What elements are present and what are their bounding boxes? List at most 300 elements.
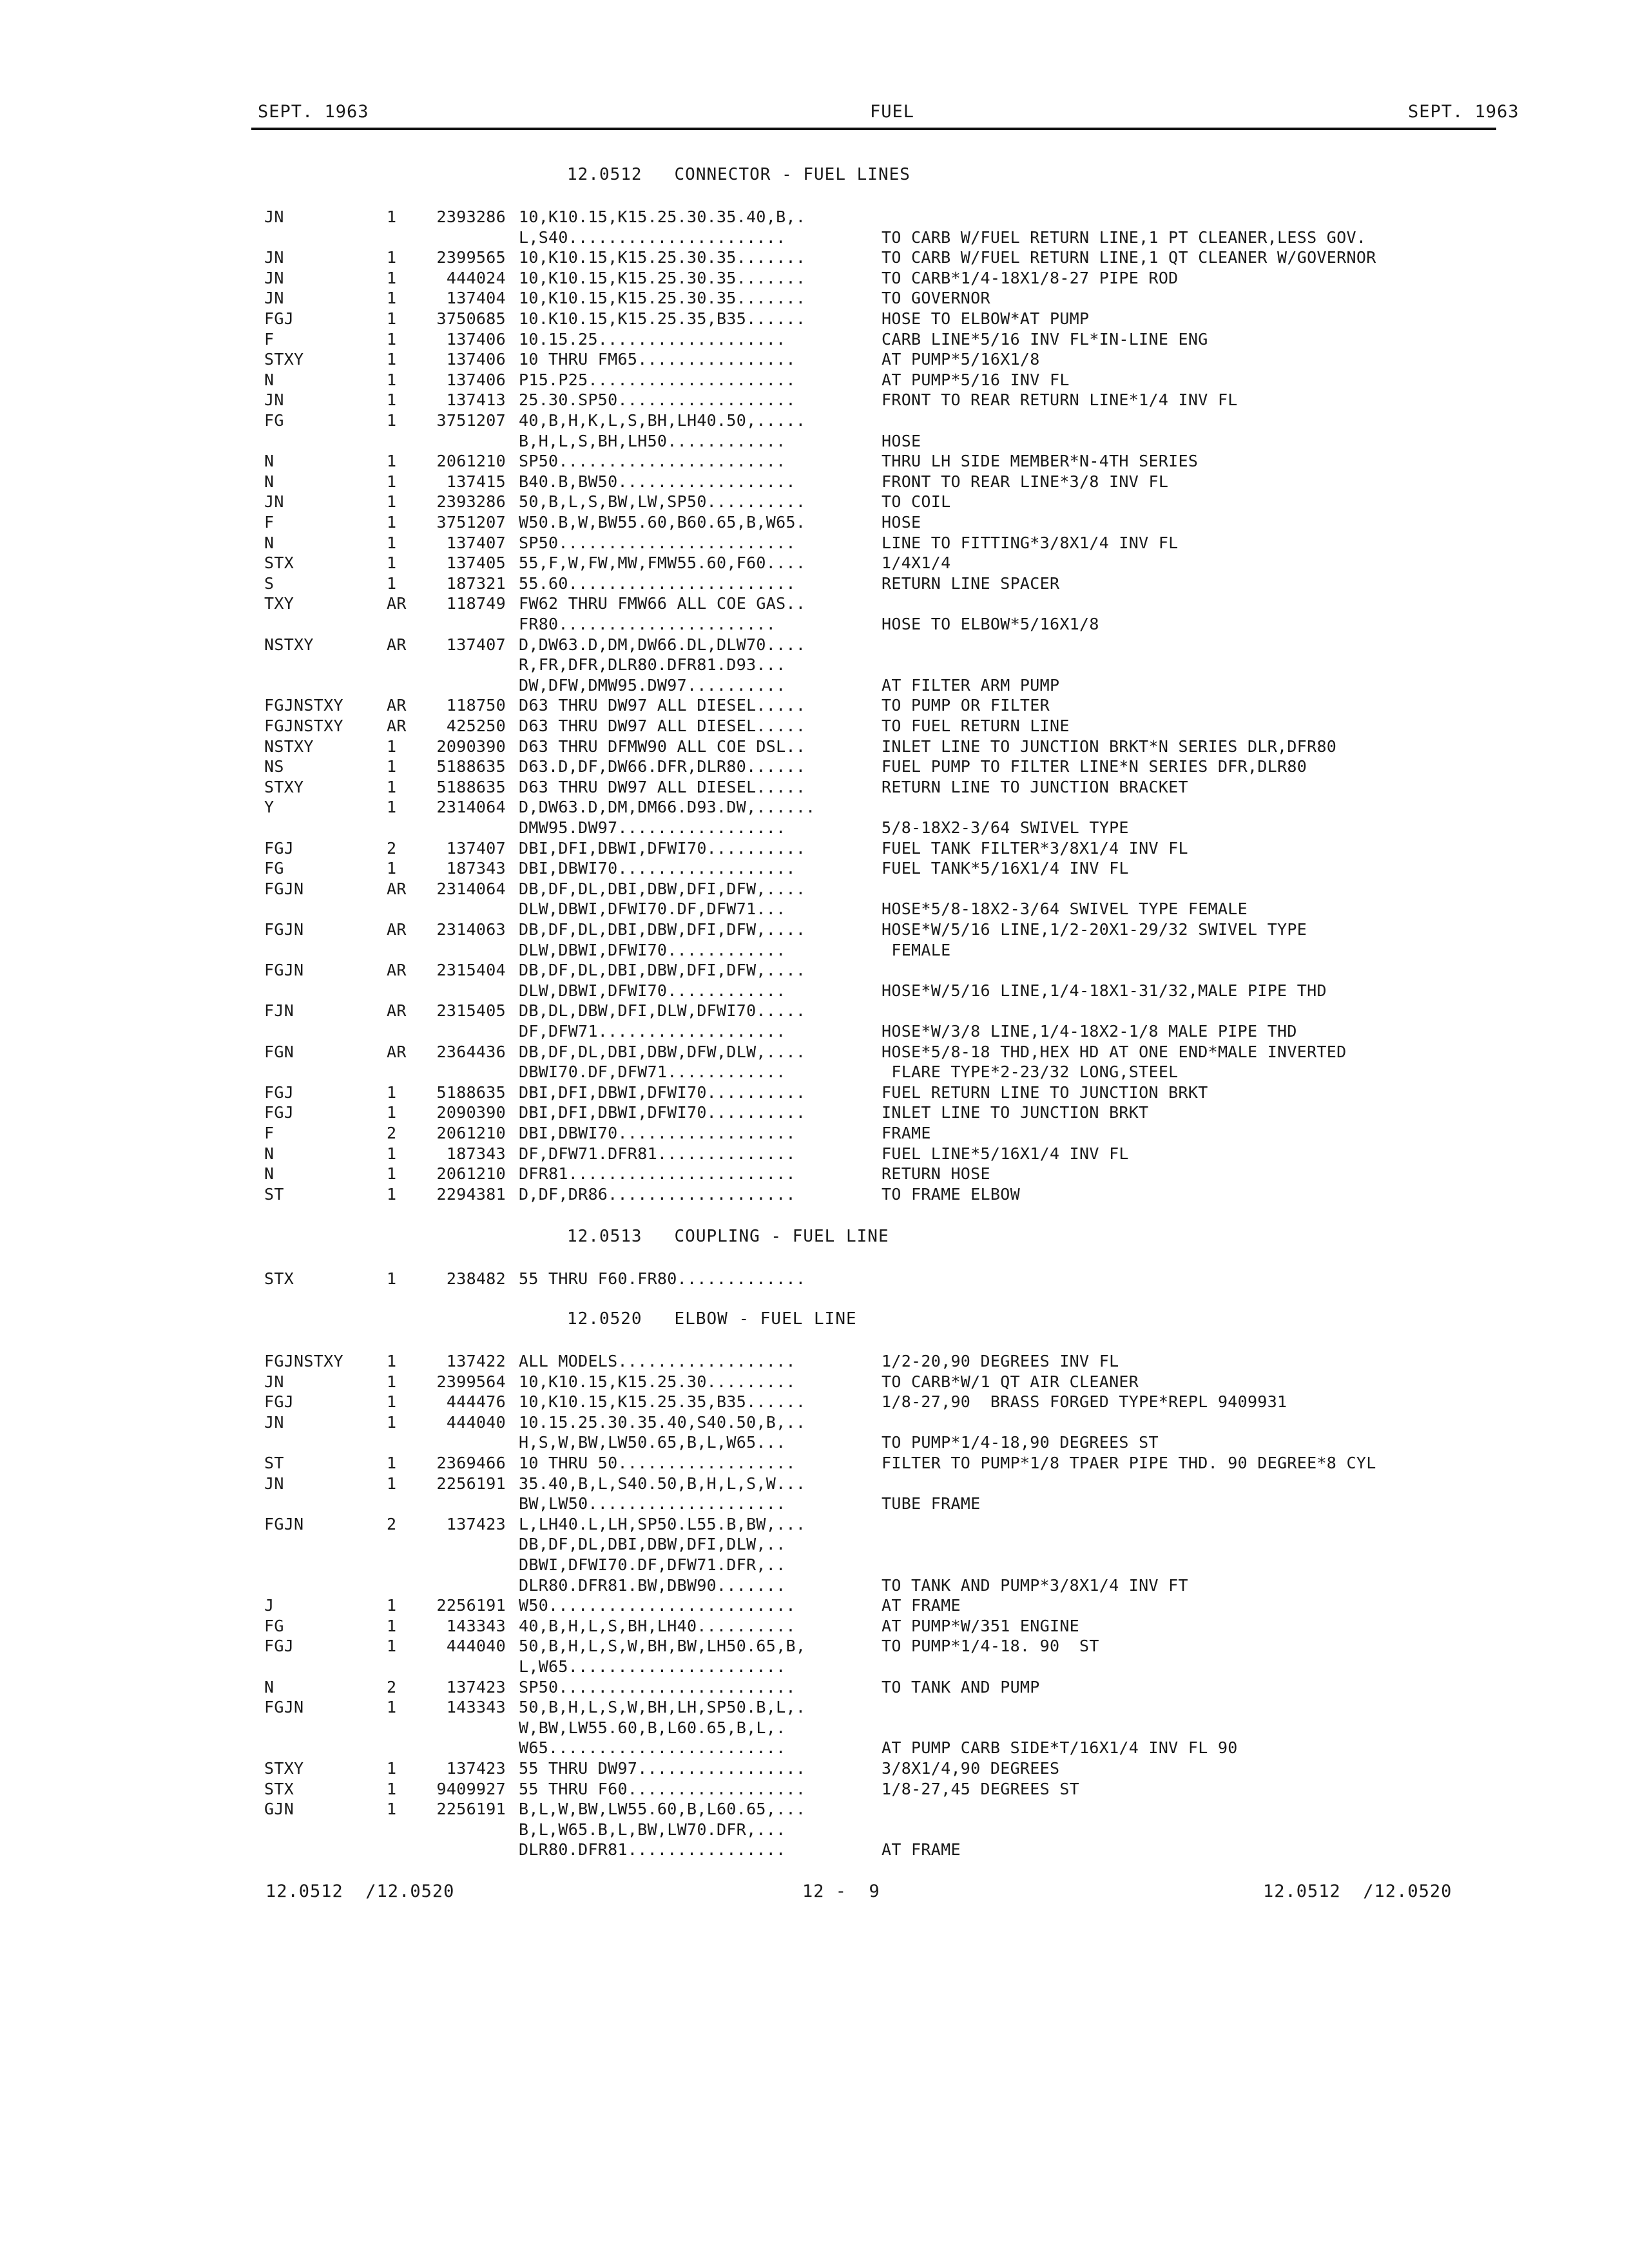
model-applicability: DF,DFW71.DFR81.............. [519, 1144, 796, 1163]
model-applicability: 10.15.25................... [519, 330, 786, 349]
model-applicability: L,LH40.L,LH,SP50.L55.B,BW,... [519, 1515, 806, 1533]
part-number: 187343 [446, 859, 506, 878]
part-description: FUEL TANK FILTER*3/8X1/4 INV FL [882, 839, 1188, 858]
table-row [0, 1454, 1629, 1474]
part-model-code: Y [264, 798, 275, 816]
part-model-code: FG [264, 1617, 284, 1635]
part-number: 2399564 [436, 1372, 506, 1391]
part-description: TO CARB W/FUEL RETURN LINE,1 PT CLEANER,LESS GOV. [882, 228, 1367, 247]
quantity: 1 [387, 289, 397, 307]
quantity: 1 [387, 1083, 397, 1102]
model-applicability: 50,B,H,L,S,W,BH,LH,SP50.B,L,. [519, 1698, 806, 1716]
part-number: 137407 [446, 635, 506, 654]
quantity: 2 [387, 839, 397, 858]
model-applicability: R,FR,DFR,DLR80.DFR81.D93... [519, 655, 786, 674]
model-applicability: DBI,DFI,DBWI,DFWI70.......... [519, 839, 806, 858]
model-applicability: DBI,DFI,DBWI,DFWI70.......... [519, 1103, 806, 1122]
header-date-left: SEPT. 1963 [258, 102, 369, 122]
quantity: AR [387, 716, 407, 735]
part-description: RETURN LINE SPACER [882, 574, 1060, 593]
part-model-code: FJN [264, 1001, 294, 1020]
part-description: INLET LINE TO JUNCTION BRKT*N SERIES DLR,DFR80 [882, 737, 1337, 756]
quantity: 1 [387, 390, 397, 409]
table-row [0, 432, 1629, 452]
table-row [0, 492, 1629, 513]
model-applicability: DB,DF,DL,DBI,DBW,DFI,DFW,.... [519, 920, 806, 939]
quantity: 1 [387, 1800, 397, 1818]
model-applicability: DLR80.DFR81................ [519, 1840, 786, 1859]
quantity: 1 [387, 553, 397, 572]
header-rule [251, 128, 1496, 130]
table-row [0, 1433, 1629, 1454]
model-applicability: 10,K10.15,K15.25.30......... [519, 1372, 796, 1391]
part-description: AT PUMP CARB SIDE*T/16X1/4 INV FL 90 [882, 1738, 1238, 1757]
table-row [0, 737, 1629, 758]
part-model-code: S [264, 574, 275, 593]
table-row [0, 1576, 1629, 1597]
part-number: 143343 [446, 1698, 506, 1716]
part-model-code: F [264, 1124, 275, 1142]
part-number: 2061210 [436, 1164, 506, 1183]
table-row [0, 1617, 1629, 1637]
table-row [0, 635, 1629, 656]
model-applicability: FW62 THRU FMW66 ALL COE GAS.. [519, 594, 806, 613]
part-number: 137406 [446, 330, 506, 349]
part-description: TO PUMP OR FILTER [882, 696, 1050, 715]
quantity: 1 [387, 1185, 397, 1204]
table-row [0, 1494, 1629, 1515]
table-row [0, 513, 1629, 533]
quantity: 1 [387, 1596, 397, 1615]
table-row [0, 350, 1629, 370]
part-description: 1/4X1/4 [882, 553, 951, 572]
part-description: TO FUEL RETURN LINE [882, 716, 1070, 735]
model-applicability: DFR81....................... [519, 1164, 796, 1183]
part-model-code: JN [264, 1372, 284, 1391]
table-row [0, 207, 1629, 228]
part-number: 143343 [446, 1617, 506, 1635]
table-row [0, 757, 1629, 778]
part-description: FUEL RETURN LINE TO JUNCTION BRKT [882, 1083, 1208, 1102]
part-number: 137422 [446, 1352, 506, 1370]
quantity: AR [387, 879, 407, 898]
part-model-code: FGJN [264, 961, 304, 979]
part-number: 2256191 [436, 1800, 506, 1818]
part-number: 137407 [446, 839, 506, 858]
part-number: 2294381 [436, 1185, 506, 1204]
part-description: HOSE*5/8-18 THD,HEX HD AT ONE END*MALE INVERTED [882, 1043, 1347, 1061]
table-row [0, 370, 1629, 391]
quantity: AR [387, 635, 407, 654]
part-description: TO CARB*W/1 QT AIR CLEANER [882, 1372, 1139, 1391]
part-number: 137405 [446, 553, 506, 572]
part-number: 137413 [446, 390, 506, 409]
model-applicability: 10 THRU 50.................. [519, 1454, 796, 1472]
model-applicability: DLW,DBWI,DFWI70............ [519, 981, 786, 1000]
part-description: THRU LH SIDE MEMBER*N-4TH SERIES [882, 452, 1199, 470]
table-row [0, 655, 1629, 676]
model-applicability: DF,DFW71................... [519, 1022, 786, 1041]
table-row [0, 920, 1629, 941]
model-applicability: B,L,W,BW,LW55.60,B,L60.65,... [519, 1800, 806, 1818]
part-number: 3751207 [436, 411, 506, 430]
part-model-code: N [264, 533, 275, 552]
model-applicability: 10,K10.15,K15.25.30.35....... [519, 269, 806, 287]
page-number: 12 - 9 [802, 1881, 880, 1901]
part-number: 187321 [446, 574, 506, 593]
model-applicability: W50.B,W,BW55.60,B60.65,B,W65. [519, 513, 806, 532]
part-number: 444040 [446, 1637, 506, 1655]
part-model-code: FGJ [264, 1083, 294, 1102]
section-title: 12.0513 COUPLING - FUEL LINE [567, 1227, 889, 1246]
table-row [0, 269, 1629, 289]
table-row [0, 1392, 1629, 1413]
part-description: INLET LINE TO JUNCTION BRKT [882, 1103, 1149, 1122]
quantity: 1 [387, 1269, 397, 1288]
part-model-code: N [264, 1144, 275, 1163]
table-row [0, 1718, 1629, 1739]
part-model-code: JN [264, 269, 284, 287]
part-model-code: JN [264, 390, 284, 409]
part-number: 3750685 [436, 309, 506, 328]
model-applicability: L,W65...................... [519, 1657, 786, 1676]
table-row [0, 390, 1629, 411]
table-row [0, 1043, 1629, 1063]
part-number: 118749 [446, 594, 506, 613]
quantity: AR [387, 961, 407, 979]
part-description: TO TANK AND PUMP [882, 1678, 1040, 1696]
quantity: 1 [387, 1413, 397, 1432]
quantity: 1 [387, 411, 397, 430]
part-number: 2369466 [436, 1454, 506, 1472]
part-number: 137415 [446, 472, 506, 491]
part-description: HOSE [882, 513, 921, 532]
part-model-code: STXY [264, 350, 304, 369]
model-applicability: 10 THRU FM65................ [519, 350, 796, 369]
model-applicability: DLW,DBWI,DFWI70............ [519, 941, 786, 959]
table-row [0, 818, 1629, 839]
table-row [0, 1596, 1629, 1617]
model-applicability: D63 THRU DW97 ALL DIESEL..... [519, 778, 806, 796]
part-number: 444024 [446, 269, 506, 287]
model-applicability: B40.B,BW50.................. [519, 472, 796, 491]
model-applicability: 50,B,L,S,BW,LW,SP50.......... [519, 492, 806, 511]
part-model-code: JN [264, 492, 284, 511]
model-applicability: DB,DF,DL,DBI,DBW,DFI,DLW,.. [519, 1535, 786, 1553]
model-applicability: D,DW63.D,DM,DM66.D93.DW,...... [519, 798, 816, 816]
part-number: 5188635 [436, 757, 506, 776]
part-description: TO CARB*1/4-18X1/8-27 PIPE ROD [882, 269, 1179, 287]
model-applicability: D63 THRU DW97 ALL DIESEL..... [519, 696, 806, 715]
part-number: 2393286 [436, 492, 506, 511]
quantity: 1 [387, 1698, 397, 1716]
part-number: 5188635 [436, 1083, 506, 1102]
table-row [0, 411, 1629, 432]
quantity: 1 [387, 350, 397, 369]
table-row [0, 879, 1629, 900]
model-applicability: DMW95.DW97................. [519, 818, 786, 837]
quantity: 1 [387, 1392, 397, 1411]
model-applicability: 55,F,W,FW,MW,FMW55.60,F60.... [519, 553, 806, 572]
model-applicability: 25.30.SP50.................. [519, 390, 796, 409]
model-applicability: ALL MODELS.................. [519, 1352, 796, 1370]
part-model-code: FGN [264, 1043, 294, 1061]
part-model-code: ST [264, 1454, 284, 1472]
table-row [0, 899, 1629, 920]
quantity: 1 [387, 737, 397, 756]
model-applicability: DB,DF,DL,DBI,DBW,DFI,DFW,.... [519, 879, 806, 898]
table-row [0, 574, 1629, 595]
part-description: FUEL PUMP TO FILTER LINE*N SERIES DFR,DLR80 [882, 757, 1307, 776]
model-applicability: B,H,L,S,BH,LH50............ [519, 432, 786, 450]
quantity: 1 [387, 778, 397, 796]
quantity: 1 [387, 533, 397, 552]
part-model-code: JN [264, 1413, 284, 1432]
table-row [0, 1820, 1629, 1841]
model-applicability: 55 THRU DW97................. [519, 1759, 806, 1778]
quantity: 1 [387, 574, 397, 593]
part-model-code: FGJN [264, 920, 304, 939]
table-row [0, 452, 1629, 472]
part-model-code: GJN [264, 1800, 294, 1818]
part-number: 2090390 [436, 737, 506, 756]
model-applicability: DBI,DBWI70.................. [519, 1124, 796, 1142]
part-description: RETURN HOSE [882, 1164, 990, 1183]
part-description: HOSE*W/3/8 LINE,1/4-18X2-1/8 MALE PIPE THD [882, 1022, 1297, 1041]
part-number: 2256191 [436, 1596, 506, 1615]
part-description: FRAME [882, 1124, 931, 1142]
model-applicability: FR80...................... [519, 615, 776, 633]
part-number: 2061210 [436, 1124, 506, 1142]
quantity: 1 [387, 1144, 397, 1163]
table-row [0, 696, 1629, 716]
model-applicability: 10,K10.15,K15.25.30.35....... [519, 248, 806, 267]
table-row [0, 228, 1629, 249]
table-row [0, 615, 1629, 635]
model-applicability: DW,DFW,DMW95.DW97.......... [519, 676, 786, 695]
part-description: TO PUMP*1/4-18,90 DEGREES ST [882, 1433, 1159, 1452]
part-number: 2314064 [436, 798, 506, 816]
table-row [0, 289, 1629, 309]
model-applicability: 55 THRU F60.................. [519, 1780, 806, 1798]
part-number: 137407 [446, 533, 506, 552]
part-number: 187343 [446, 1144, 506, 1163]
model-applicability: 10,K10.15,K15.25.30.35....... [519, 289, 806, 307]
quantity: 1 [387, 492, 397, 511]
table-row [0, 1001, 1629, 1022]
table-row [0, 716, 1629, 737]
model-applicability: 10,K10.15,K15.25.35,B35...... [519, 1392, 806, 1411]
quantity: 1 [387, 248, 397, 267]
model-applicability: 40,B,H,K,L,S,BH,LH40.50,..... [519, 411, 806, 430]
part-model-code: FGJN [264, 1515, 304, 1533]
part-model-code: STX [264, 1780, 294, 1798]
part-number: 2090390 [436, 1103, 506, 1122]
part-model-code: FGJNSTXY [264, 716, 343, 735]
part-description: TUBE FRAME [882, 1494, 981, 1513]
quantity: 1 [387, 798, 397, 816]
quantity: 1 [387, 330, 397, 349]
part-number: 238482 [446, 1269, 506, 1288]
part-model-code: STX [264, 553, 294, 572]
table-row [0, 778, 1629, 798]
part-number: 137406 [446, 370, 506, 389]
quantity: 1 [387, 1164, 397, 1183]
table-row [0, 1352, 1629, 1372]
table-row [0, 981, 1629, 1002]
part-number: 137423 [446, 1515, 506, 1533]
part-description: HOSE TO ELBOW*5/16X1/8 [882, 615, 1099, 633]
table-row [0, 1535, 1629, 1555]
part-number: 2315405 [436, 1001, 506, 1020]
model-applicability: W65........................ [519, 1738, 786, 1757]
part-model-code: JN [264, 248, 284, 267]
model-applicability: 10.15.25.30.35.40,S40.50,B,.. [519, 1413, 806, 1432]
part-model-code: JN [264, 207, 284, 226]
section-title: 12.0512 CONNECTOR - FUEL LINES [567, 165, 911, 184]
model-applicability: L,S40...................... [519, 228, 786, 247]
quantity: 1 [387, 370, 397, 389]
table-row [0, 330, 1629, 351]
quantity: 2 [387, 1678, 397, 1696]
part-description: FILTER TO PUMP*1/8 TPAER PIPE THD. 90 DEGREE*8 CYL [882, 1454, 1376, 1472]
part-number: 2061210 [436, 452, 506, 470]
model-applicability: DB,DL,DBW,DFI,DLW,DFWI70..... [519, 1001, 806, 1020]
part-description: 1/8-27,45 DEGREES ST [882, 1780, 1080, 1798]
model-applicability: DB,DF,DL,DBI,DBW,DFW,DLW,.... [519, 1043, 806, 1061]
table-row [0, 839, 1629, 860]
model-applicability: SP50....................... [519, 452, 786, 470]
model-applicability: 55.60....................... [519, 574, 796, 593]
table-row [0, 1372, 1629, 1393]
part-number: 2393286 [436, 207, 506, 226]
part-description: AT FRAME [882, 1840, 961, 1859]
model-applicability: W,BW,LW55.60,B,L60.65,B,L,. [519, 1718, 786, 1737]
part-model-code: FGJ [264, 1637, 294, 1655]
part-description: FEMALE [882, 941, 951, 959]
model-applicability: BW,LW50.................... [519, 1494, 786, 1513]
table-row [0, 1637, 1629, 1657]
quantity: AR [387, 920, 407, 939]
quantity: 1 [387, 1103, 397, 1122]
model-applicability: SP50........................ [519, 1678, 796, 1696]
model-applicability: SP50........................ [519, 533, 796, 552]
quantity: 1 [387, 309, 397, 328]
quantity: 1 [387, 1372, 397, 1391]
footer-range-right: 12.0512 /12.0520 [1263, 1881, 1452, 1901]
section-title: 12.0520 ELBOW - FUEL LINE [567, 1309, 857, 1329]
table-row [0, 798, 1629, 818]
table-row [0, 1083, 1629, 1104]
part-number: 444476 [446, 1392, 506, 1411]
quantity: AR [387, 594, 407, 613]
part-number: 137423 [446, 1759, 506, 1778]
table-row [0, 1759, 1629, 1780]
part-number: 137423 [446, 1678, 506, 1696]
part-description: 5/8-18X2-3/64 SWIVEL TYPE [882, 818, 1129, 837]
model-applicability: D63 THRU DW97 ALL DIESEL..... [519, 716, 806, 735]
part-number: 9409927 [436, 1780, 506, 1798]
part-model-code: N [264, 472, 275, 491]
part-model-code: FGJNSTXY [264, 1352, 343, 1370]
part-description: TO COIL [882, 492, 951, 511]
part-model-code: FGJ [264, 1103, 294, 1122]
part-number: 2314063 [436, 920, 506, 939]
quantity: 1 [387, 1352, 397, 1370]
part-model-code: N [264, 1164, 275, 1183]
quantity: 1 [387, 1780, 397, 1798]
part-number: 137406 [446, 350, 506, 369]
model-applicability: D63.D,DF,DW66.DFR,DLR80...... [519, 757, 806, 776]
model-applicability: H,S,W,BW,LW50.65,B,L,W65... [519, 1433, 786, 1452]
quantity: 1 [387, 1474, 397, 1493]
part-number: 2315404 [436, 961, 506, 979]
part-description: HOSE*5/8-18X2-3/64 SWIVEL TYPE FEMALE [882, 899, 1248, 918]
part-description: AT PUMP*5/16 INV FL [882, 370, 1070, 389]
table-row [0, 1474, 1629, 1495]
part-description: TO PUMP*1/4-18. 90 ST [882, 1637, 1099, 1655]
part-model-code: N [264, 452, 275, 470]
part-description: HOSE*W/5/16 LINE,1/4-18X1-31/32,MALE PIPE THD [882, 981, 1327, 1000]
table-row [0, 1515, 1629, 1535]
part-description: FUEL LINE*5/16X1/4 INV FL [882, 1144, 1129, 1163]
part-model-code: NSTXY [264, 635, 314, 654]
part-description: HOSE*W/5/16 LINE,1/2-20X1-29/32 SWIVEL TYPE [882, 920, 1307, 939]
quantity: 1 [387, 1759, 397, 1778]
model-applicability: 40,B,H,L,S,BH,LH40.......... [519, 1617, 796, 1635]
quantity: 2 [387, 1124, 397, 1142]
part-description: HOSE TO ELBOW*AT PUMP [882, 309, 1090, 328]
table-row [0, 533, 1629, 554]
model-applicability: DBWI,DFWI70.DF,DFW71.DFR,.. [519, 1555, 786, 1574]
table-row [0, 1124, 1629, 1144]
part-description: FLARE TYPE*2-23/32 LONG,STEEL [882, 1062, 1179, 1081]
part-number: 3751207 [436, 513, 506, 532]
part-number: 5188635 [436, 778, 506, 796]
part-description: CARB LINE*5/16 INV FL*IN-LINE ENG [882, 330, 1208, 349]
part-number: 2314064 [436, 879, 506, 898]
model-applicability: 10,K10.15,K15.25.30.35.40,B,. [519, 207, 806, 226]
quantity: 1 [387, 472, 397, 491]
table-row [0, 676, 1629, 697]
part-model-code: STXY [264, 1759, 304, 1778]
part-description: 1/2-20,90 DEGREES INV FL [882, 1352, 1119, 1370]
part-description: AT FRAME [882, 1596, 961, 1615]
model-applicability: DLR80.DFR81.BW,DBW90....... [519, 1576, 786, 1595]
table-row [0, 1698, 1629, 1718]
part-model-code: FG [264, 411, 284, 430]
part-description: LINE TO FITTING*3/8X1/4 INV FL [882, 533, 1179, 552]
table-row [0, 941, 1629, 961]
quantity: 1 [387, 757, 397, 776]
part-description: HOSE [882, 432, 921, 450]
part-number: 425250 [446, 716, 506, 735]
footer-range-left: 12.0512 /12.0520 [265, 1881, 455, 1901]
part-description: RETURN LINE TO JUNCTION BRACKET [882, 778, 1188, 796]
part-number: 2256191 [436, 1474, 506, 1493]
part-model-code: JN [264, 289, 284, 307]
table-row [0, 859, 1629, 879]
quantity: 1 [387, 513, 397, 532]
model-applicability: P15.P25..................... [519, 370, 796, 389]
part-model-code: FGJ [264, 1392, 294, 1411]
table-row [0, 961, 1629, 981]
quantity: AR [387, 1043, 407, 1061]
part-number: 2364436 [436, 1043, 506, 1061]
part-model-code: F [264, 330, 275, 349]
table-row [0, 553, 1629, 574]
part-model-code: NSTXY [264, 737, 314, 756]
